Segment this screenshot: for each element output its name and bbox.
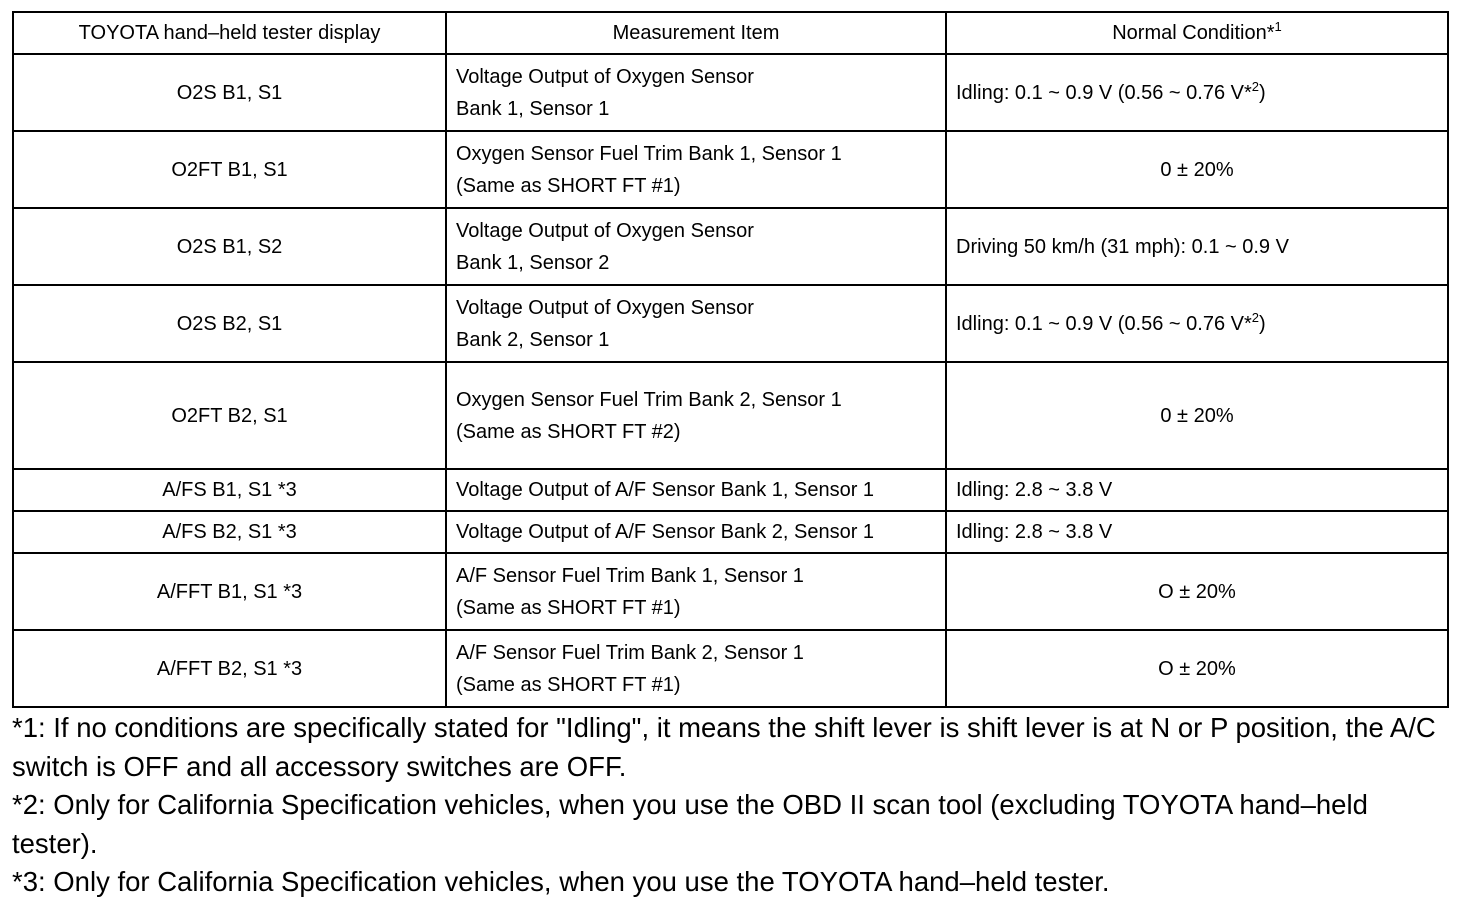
display-value: A/FFT B1, S1 *3: [156, 580, 303, 603]
cell-display: [13, 630, 446, 707]
display-value: A/FFT B2, S1 *3: [156, 657, 303, 680]
cell-item: [446, 553, 946, 630]
cell-display: [13, 362, 446, 469]
cell-condition: [946, 362, 1448, 469]
condition-tail: ): [1259, 81, 1266, 104]
item-line: Voltage Output of Oxygen Sensor: [456, 65, 754, 88]
item-line: Oxygen Sensor Fuel Trim Bank 2, Sensor 1: [456, 388, 842, 411]
item-line: Oxygen Sensor Fuel Trim Bank 1, Sensor 1: [456, 142, 842, 165]
header-condition: [946, 12, 1448, 54]
cell-item: [446, 511, 946, 553]
header-condition-label: Normal Condition*: [1112, 22, 1275, 44]
display-value: O2S B1, S2: [176, 235, 283, 258]
table-row: [13, 54, 1448, 131]
footnote-2: *2: Only for California Specification vehicles, when you use the OBD II scan tool (excluding TOYOTA hand–held tester).: [12, 789, 1368, 859]
table-row: [13, 630, 1448, 707]
cell-item: [446, 208, 946, 285]
condition-value: Idling: 0.1 ~ 0.9 V (0.56 ~ 0.76 V*: [956, 81, 1252, 104]
condition-value: Idling: 0.1 ~ 0.9 V (0.56 ~ 0.76 V*: [956, 312, 1252, 335]
condition-value: Driving 50 km/h (31 mph): 0.1 ~ 0.9 V: [956, 235, 1289, 258]
condition-value: O ± 20%: [1158, 657, 1236, 680]
item-line: (Same as SHORT FT #1): [456, 174, 681, 197]
footnote-3: *3: Only for California Specification vehicles, when you use the TOYOTA hand–held tester.: [12, 866, 1110, 897]
cell-display: [13, 285, 446, 362]
display-value: O2S B1, S1: [176, 81, 283, 104]
cell-display: [13, 511, 446, 553]
table-row: [13, 362, 1448, 469]
condition-value: Idling: 2.8 ~ 3.8 V: [956, 521, 1113, 543]
condition-value: O ± 20%: [1158, 580, 1236, 603]
item-line: Bank 2, Sensor 1: [456, 328, 610, 351]
cell-condition: [946, 54, 1448, 131]
cell-item: [446, 469, 946, 511]
cell-item: [446, 362, 946, 469]
condition-footnote-mark: 2: [1251, 309, 1259, 325]
cell-condition: [946, 553, 1448, 630]
condition-value: Idling: 2.8 ~ 3.8 V: [956, 479, 1113, 501]
item-line: A/F Sensor Fuel Trim Bank 2, Sensor 1: [456, 641, 804, 664]
display-value: O2FT B1, S1: [171, 158, 288, 181]
footnotes: [12, 709, 1457, 902]
cell-condition: [946, 630, 1448, 707]
item-line: Voltage Output of A/F Sensor Bank 2, Sensor 1: [456, 521, 875, 543]
table-header-row: [13, 12, 1448, 54]
item-line: (Same as SHORT FT #1): [456, 673, 681, 696]
display-value: A/FS B1, S1 *3: [162, 479, 297, 501]
display-value: O2S B2, S1: [176, 312, 283, 335]
table-row: [13, 469, 1448, 511]
header-display: [13, 12, 446, 54]
cell-display: [13, 208, 446, 285]
item-line: Voltage Output of A/F Sensor Bank 1, Sensor 1: [456, 479, 875, 501]
item-line: Bank 1, Sensor 1: [456, 97, 610, 120]
table-row: [13, 208, 1448, 285]
cell-display: [13, 469, 446, 511]
footnote-1: *1: If no conditions are specifically stated for "Idling", it means the shift lever is shift lever is at N or P position, the A/C switch is OFF and all accessory switches are OFF.: [12, 712, 1436, 782]
cell-item: [446, 630, 946, 707]
display-value: O2FT B2, S1: [171, 404, 288, 427]
cell-display: [13, 54, 446, 131]
cell-item: [446, 131, 946, 208]
condition-footnote-mark: 2: [1251, 78, 1259, 94]
item-line: Voltage Output of Oxygen Sensor: [456, 219, 754, 242]
condition-value: 0 ± 20%: [1160, 158, 1234, 181]
item-line: (Same as SHORT FT #2): [456, 420, 681, 443]
item-line: Bank 1, Sensor 2: [456, 251, 610, 274]
table-row: [13, 511, 1448, 553]
cell-condition: [946, 208, 1448, 285]
cell-display: [13, 553, 446, 630]
condition-value: 0 ± 20%: [1160, 404, 1234, 427]
cell-item: [446, 54, 946, 131]
header-item: [446, 12, 946, 54]
cell-condition: [946, 469, 1448, 511]
item-line: Voltage Output of Oxygen Sensor: [456, 296, 754, 319]
cell-condition: [946, 511, 1448, 553]
cell-display: [13, 131, 446, 208]
header-condition-footnote-mark: 1: [1274, 19, 1282, 34]
header-item-label: Measurement Item: [612, 22, 780, 44]
item-line: A/F Sensor Fuel Trim Bank 1, Sensor 1: [456, 564, 804, 587]
cell-condition: [946, 285, 1448, 362]
header-display-label: TOYOTA hand–held tester display: [78, 22, 381, 44]
table-row: [13, 553, 1448, 630]
table-row: [13, 285, 1448, 362]
item-line: (Same as SHORT FT #1): [456, 596, 681, 619]
spec-table: [12, 11, 1449, 708]
spec-table-wrapper: [12, 11, 1447, 708]
cell-item: [446, 285, 946, 362]
cell-condition: [946, 131, 1448, 208]
condition-tail: ): [1259, 312, 1266, 335]
table-row: [13, 131, 1448, 208]
display-value: A/FS B2, S1 *3: [162, 521, 297, 543]
